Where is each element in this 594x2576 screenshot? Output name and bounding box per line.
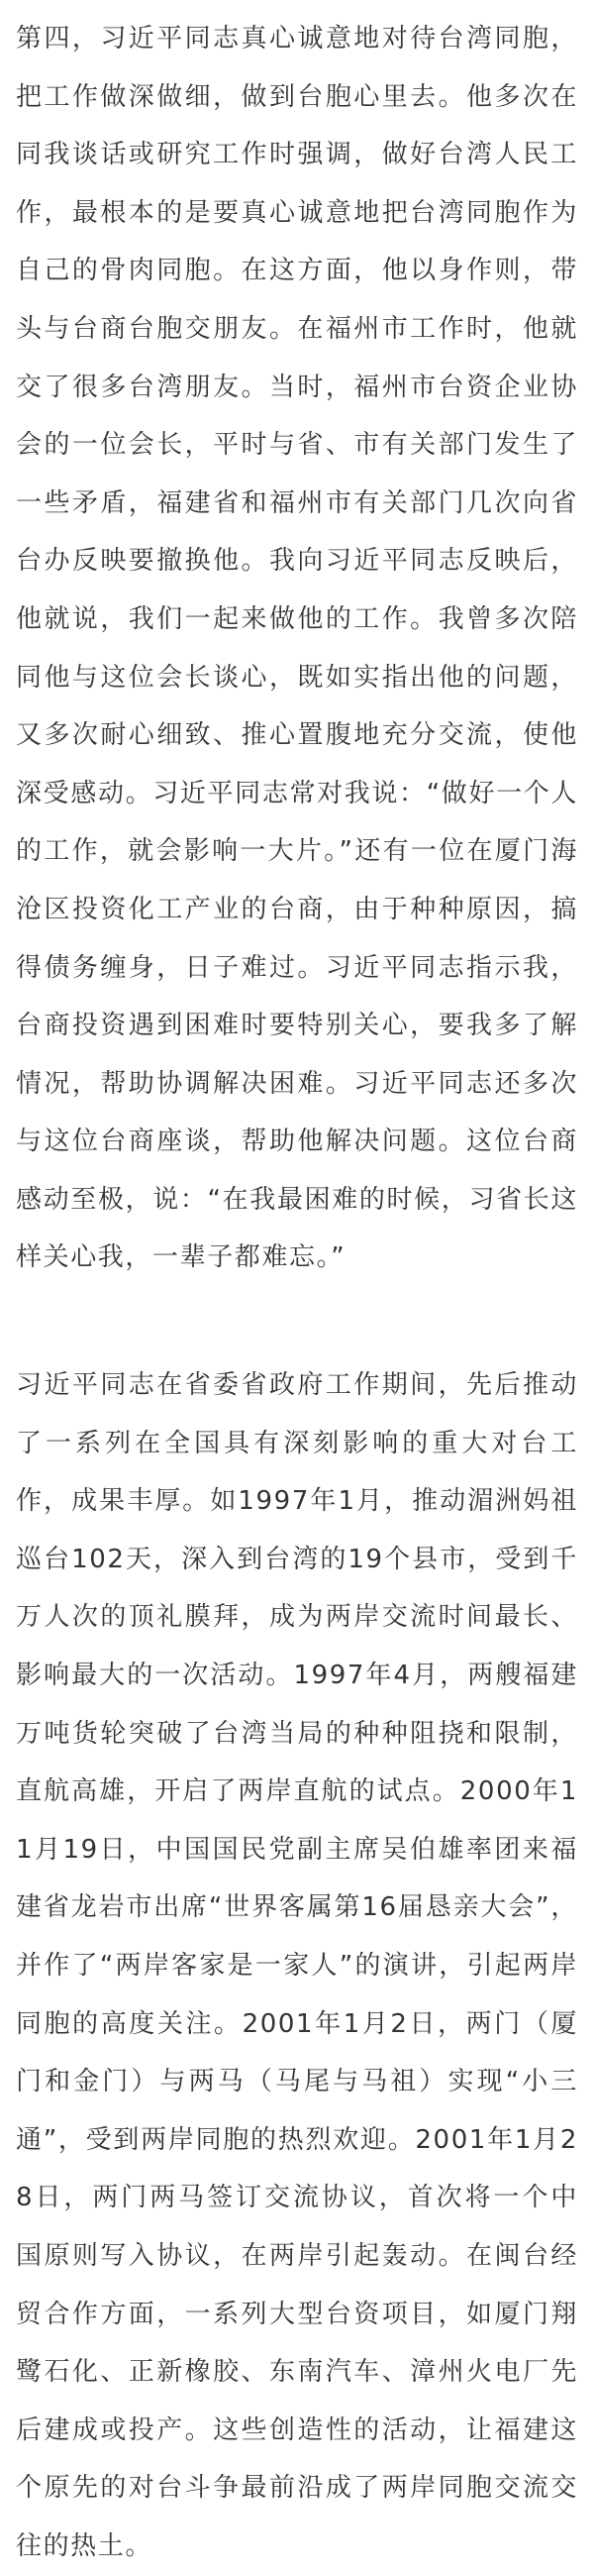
paragraph-spacer xyxy=(16,1287,578,1356)
article-paragraph-1: 第四，习近平同志真心诚意地对待台湾同胞，把工作做深做细，做到台胞心里去。他多次在同我谈话或研究工作时强调，做好台湾人民工作，最根本的是要真心诚意地把台湾同胞作为自己的骨肉同胞。在这方面，他以身作则，带头与台商台胞交朋友。在福州市工作时，他就交了很多台湾朋友。当时，福州市台资企业协会的一位会长，平时与省、市有关部门发生了一些矛盾，福建省和福州市有关部门几次向省台办反映要撤换他。我向习近平同志反映后，他就说，我们一起来做他的工作。我曾多次陪同他与这位会长谈心，既如实指出他的问题，又多次耐心细致、推心置腹地充分交流，使他深受感动。习近平同志常对我说：“做好一个人的工作，就会影响一大片。”还有一位在厦门海沧区投资化工产业的台商，由于种种原因，搞得债务缠身，日子难过。习近平同志指示我，台商投资遇到困难时要特别关心，要我多了解情况，帮助协调解决困难。习近平同志还多次与这位台商座谈，帮助他解决问题。这位台商感动至极，说：“在我最困难的时候，习省长这样关心我，一辈子都难忘。” xyxy=(16,24,578,1273)
article-paragraph-2: 习近平同志在省委省政府工作期间，先后推动了一系列在全国具有深刻影响的重大对台工作，成果丰厚。如1997年1月，推动湄洲妈祖巡台102天，深入到台湾的19个县市，受到千万人次的顶礼膜拜，成为两岸交流时间最长、影响最大的一次活动。1997年4月，两艘福建万吨货轮突破了台湾当局的种种阻挠和限制，直航高雄，开启了两岸直航的试点。2000年11月19日，中国国民党副主席吴伯雄率团来福建省龙岩市出席“世界客属第16届恳亲大会”，并作了“两岸客家是一家人”的演讲，引起两岸同胞的高度关注。2001年1月2日，两门（厦门和金门）与两马（马尾与马祖）实现“小三通”，受到两岸同胞的热烈欢迎。2001年1月28日，两门两马签订交流协议，首次将一个中国原则写入协议，在两岸引起轰动。在闽台经贸合作方面，一系列大型台资项目，如厦门翔鹭石化、正新橡胶、东南汽车、漳州火电厂先后建成或投产。这些创造性的活动，让福建这个原先的对台斗争最前沿成了两岸同胞交流交往的热土。 xyxy=(16,1370,578,2561)
